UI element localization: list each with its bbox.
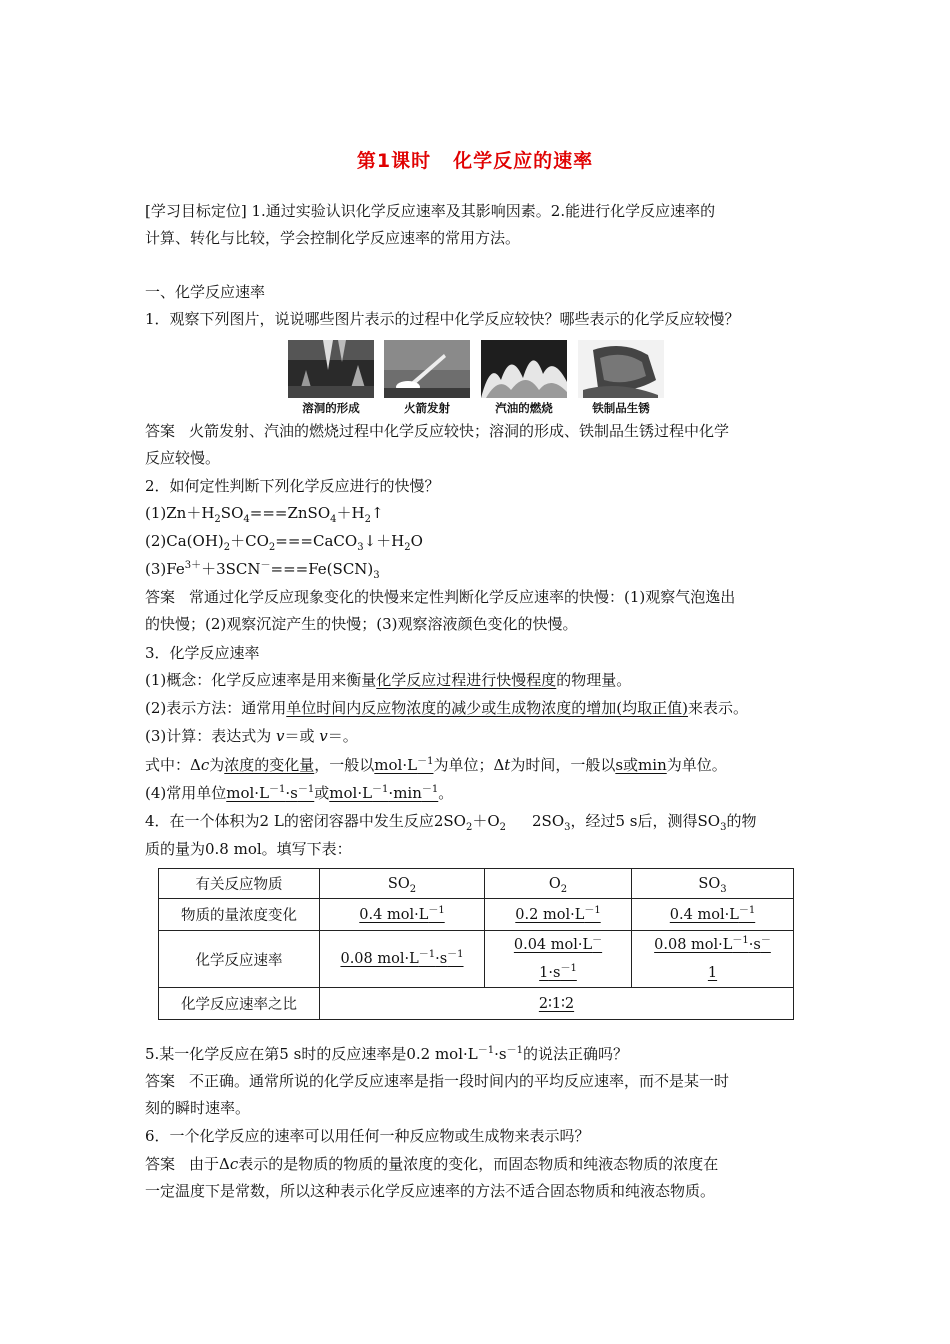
table-row [159, 988, 794, 1020]
caption-rust: 铁制品生锈 [592, 401, 650, 415]
answer-6-line-1: 答案 由于Δc表示的是物质的物质的量浓度的变化，而固态物质和纯液态物质的浓度在 [145, 1155, 719, 1173]
reaction-1: $(1)Zn+H_2SO_4===ZnSO_4+H_2↑$ [145, 504, 384, 525]
section-heading: 一、化学反应速率 [145, 283, 266, 301]
gasoline-burning-image [481, 340, 567, 398]
table-cell: 0.2 $mol\cdot L^{-1}$ [485, 899, 632, 931]
table-row [159, 899, 794, 931]
table-cell: 0.08 $mol\cdot L^{-1}\cdot s^{-1}$ [320, 931, 485, 988]
calc-line: (3)计算：表达式为 v＝或 v＝。 [145, 727, 358, 745]
rocket-launch-image [384, 340, 470, 398]
table-header: $SO_2$ [320, 869, 485, 899]
question-1: 1．观察下列图片，说说哪些图片表示的过程中化学反应较快？哪些表示的化学反应较慢？ [145, 310, 740, 328]
page-title: 第1课时 化学反应的速率 [356, 150, 594, 172]
table-cell: 0.08 $mol\cdot L^{-1}\cdot s^-$ 1 [632, 931, 794, 988]
answer-5-line-2: 刻的瞬时速率。 [145, 1099, 251, 1117]
answer-1-line-2: 反应较慢。 [145, 449, 221, 467]
objective-line-2: 计算、转化与比较，学会控制化学反应速率的常用方法。 [145, 229, 521, 247]
caption-gasoline: 汽油的燃烧 [495, 401, 553, 415]
rusting-iron-image [578, 340, 664, 398]
question-6: 6．一个化学反应的速率可以用任何一种反应物或生成物来表示吗？ [145, 1127, 590, 1145]
method-line: (2)表示方法：通常用单位时间内反应物浓度的减少或生成物浓度的增加(均取正值)来表示。 [145, 699, 748, 717]
objective-line-1: [学习目标定位] 1.通过实验认识化学反应速率及其影响因素。2.能进行化学反应速率的 [145, 202, 716, 220]
answer-2-line-2: 的快慢；(2)观察沉淀产生的快慢；(3)观察溶液颜色变化的快慢。 [145, 615, 578, 633]
unit-line: (4)常用单位$mol\cdot L^{-1}\cdot s^{-1}$或$mol\cdot L^{-1}\cdot\min^{-1}$。 [145, 784, 454, 802]
question-3-heading: 3．化学反应速率 [145, 644, 260, 662]
table-cell: 化学反应速率之比 [159, 988, 320, 1020]
caption-rocket: 火箭发射 [404, 401, 450, 415]
table-cell: 2∶1∶2 [320, 988, 794, 1020]
table-cell: 0.4 $mol\cdot L^{-1}$ [320, 899, 485, 931]
reaction-3: $(3)Fe^{3+}+3SCN^-===Fe(SCN)_3$ [145, 560, 380, 581]
question-2: 2．如何定性判断下列化学反应进行的快慢？ [145, 477, 440, 495]
table-cell: 0.4 $mol\cdot L^{-1}$ [632, 899, 794, 931]
answer-2-line-1: 答案 常通过化学反应现象变化的快慢来定性判断化学反应速率的快慢：(1)观察气泡逸出 [145, 588, 736, 606]
concept-line: (1)概念：化学反应速率是用来衡量化学反应过程进行快慢程度的物理量。 [145, 671, 632, 689]
table-header: 有关反应物质 [159, 869, 320, 899]
caption-cave: 溶洞的形成 [302, 401, 360, 415]
table-cell: 化学反应速率 [159, 931, 320, 988]
question-5: 5.某一化学反应在第5 s时的反应速率是0.2 $mol\cdot L^{-1}\cdot s^{-1}$的说法正确吗？ [145, 1045, 628, 1063]
answer-6-line-2: 一定温度下是常数，所以这种表示化学反应速率的方法不适合固态物质和纯液态物质。 [145, 1182, 716, 1200]
reaction-2: $(2)Ca(OH)_2+CO_2===CaCO_3↓+H_2O$ [145, 532, 423, 553]
question-4-line-2: 质的量为0.8 mol。填写下表： [145, 840, 352, 858]
table-cell: 物质的量浓度变化 [159, 899, 320, 931]
answer-1-line-1: 答案 火箭发射、汽油的燃烧过程中化学反应较快；溶洞的形成、铁制品生锈过程中化学 [145, 422, 730, 440]
table-cell: 0.04 mol·L－ $1\cdot s^{-1}$ [485, 931, 632, 988]
where-line: 式中：Δc为浓度的变化量，一般以$mol\cdot L^{-1}$为单位；Δt为时间，一般以s或min为单位。 [145, 756, 727, 774]
table-header: $O_2$ [485, 869, 632, 899]
rate-table [158, 868, 794, 1020]
cave-formation-image [288, 340, 374, 398]
table-row [159, 869, 794, 899]
picture-strip [288, 340, 663, 416]
table-row [159, 931, 794, 988]
question-4-line-1: 4．在一个体积为2 L的密闭容器中发生反应$2SO_2+O_2$ $2SO_3$，经过5 s后，测得$SO_3$的物 [145, 812, 757, 833]
table-header: $SO_3$ [632, 869, 794, 899]
answer-5-line-1: 答案 不正确。通常所说的化学反应速率是指一段时间内的平均反应速率，而不是某一时 [145, 1072, 730, 1090]
